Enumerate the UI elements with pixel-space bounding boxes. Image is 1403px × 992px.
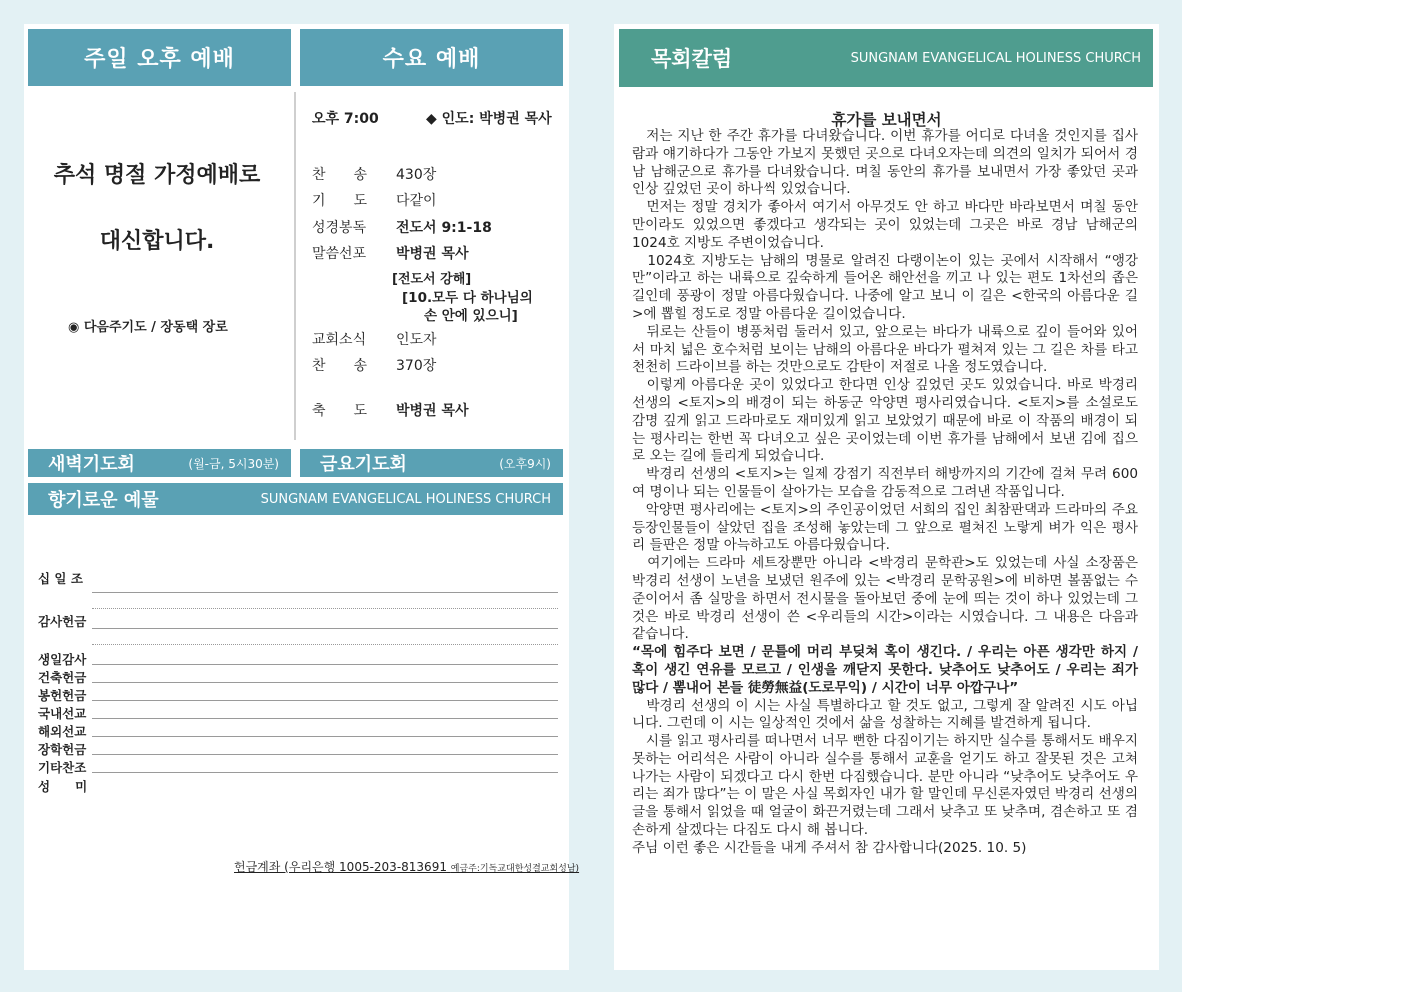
sunday-afternoon-header bbox=[28, 29, 291, 86]
bulletin-right-page bbox=[614, 24, 1159, 970]
sermon-title-line2: 손 안에 있으니] bbox=[424, 308, 518, 324]
offering-label: 기타찬조 bbox=[38, 760, 87, 775]
offering-label: 장학헌금 bbox=[38, 742, 87, 757]
order-row bbox=[312, 329, 437, 349]
order-value: 430장 bbox=[396, 167, 437, 183]
sermon-title-line1: [10.모두 다 하나님의 bbox=[402, 290, 533, 306]
pastor-column-header bbox=[619, 29, 1153, 87]
offering-line bbox=[92, 772, 558, 773]
order-row bbox=[312, 164, 436, 184]
column-title: 휴가를 보내면서 bbox=[831, 111, 942, 129]
offering-label: 건축헌금 bbox=[38, 670, 87, 685]
order-row bbox=[312, 217, 492, 237]
friday-prayer-time: (오후9시) bbox=[499, 456, 551, 471]
sunday-message-line1: 추석 명절 가정예배로 bbox=[53, 163, 261, 188]
offering-line bbox=[92, 682, 558, 683]
church-name-en: SUNGNAM EVANGELICAL HOLINESS CHURCH bbox=[850, 50, 1141, 66]
order-value: 전도서 9:1-18 bbox=[396, 220, 492, 236]
offering-label: 감사헌금 bbox=[38, 614, 87, 629]
dawn-prayer-time: (월-금, 5시30분) bbox=[188, 456, 279, 471]
account-number: 헌금계좌 (우리은행 1005-203-813691 bbox=[234, 860, 447, 874]
wednesday-header bbox=[300, 29, 563, 86]
order-row bbox=[312, 400, 469, 420]
column-paragraph: 박경리 선생의 <토지>는 일제 강점기 직전부터 해방까지의 기간에 걸쳐 무려 600여 명이나 되는 인물들이 살아가는 모습을 감동적으로 그려낸 작품입니다. bbox=[632, 466, 1138, 500]
order-value: 인도자 bbox=[396, 332, 437, 348]
dawn-prayer-title: 새벽기도회 bbox=[48, 454, 135, 475]
dawn-prayer-bar bbox=[28, 449, 291, 477]
offering-line bbox=[92, 754, 558, 755]
offering-line bbox=[92, 736, 558, 737]
order-label: 찬 송 bbox=[312, 167, 368, 183]
offering-header-bar bbox=[28, 483, 563, 515]
order-value: 370장 bbox=[396, 358, 437, 374]
offering-account bbox=[234, 858, 579, 875]
offering-line bbox=[92, 700, 558, 701]
bulletin-left-page bbox=[24, 24, 580, 970]
offering-label: 봉헌헌금 bbox=[38, 688, 87, 703]
offering-header-title: 향기로운 예물 bbox=[48, 490, 159, 511]
column-closing: 주님 이런 좋은 시간들을 내게 주셔서 참 감사합니다(2025. 10. 5) bbox=[632, 839, 1027, 856]
wednesday-leader bbox=[426, 108, 552, 128]
order-label: 성경봉독 bbox=[312, 220, 367, 236]
offering-line bbox=[92, 664, 558, 665]
column-paragraph: 악양면 평사리에는 <토지>의 주인공이었던 서희의 집인 최참판댁과 드라마의 주요 등장인물들이 살았던 집을 조성해 놓았는데 그 앞으로 펼쳐진 노랗게 벼가 익은 평사리 들판은 정말 아늑하고도 아름다웠습니다. bbox=[632, 501, 1138, 554]
church-name-en: SUNGNAM EVANGELICAL HOLINESS CHURCH bbox=[260, 491, 551, 507]
pastor-column-title: 목회칼럼 bbox=[651, 47, 733, 71]
order-row bbox=[312, 243, 469, 263]
column-paragraph: 이렇게 아름다운 곳이 있었다고 한다면 인상 깊었던 곳도 있었습니다. 바로 박경리 선생의 <토지>의 배경이 되는 하동군 악양면 평사리였습니다. <토지>를 소설로도 감명 깊게 읽고 드라마로도 재미있게 읽고 보았었기 때문에 바로 이 작품의 배경이 되는 평사리는 한번 꼭 다녀오고 싶은 곳이었는데 이번 휴가를 남해에서 보낸 김에 집으로 오는 길에 들리게 되었습니다. bbox=[632, 377, 1138, 465]
wednesday-title: 수요 예배 bbox=[382, 47, 481, 72]
offering-label: 성 미 bbox=[38, 779, 88, 794]
order-label: 말씀선포 bbox=[312, 246, 367, 262]
offering-label: 십 일 조 bbox=[38, 571, 83, 586]
column-paragraph: 1024호 지방도는 남해의 명물로 알려진 다랭이논이 있는 곳에서 시작해서 “앵강만”이라고 하는 내륙으로 깊숙하게 들어온 해안선을 끼고 나 있는 편도 1차선의 좁은 길인데 풍광이 정말 아름다웠습니다. 나중에 알고 보니 이 길은 <한국의 아름다운 길>에 뽑힐 정도로 정말 아름다운 길이었습니다. bbox=[632, 252, 1138, 322]
order-label: 찬 송 bbox=[312, 358, 368, 374]
offering-line bbox=[92, 644, 558, 645]
offering-line bbox=[92, 608, 558, 609]
order-label: 기 도 bbox=[312, 193, 368, 209]
offering-line bbox=[92, 628, 558, 629]
order-label: 축 도 bbox=[312, 403, 368, 419]
friday-prayer-title: 금요기도회 bbox=[320, 454, 407, 475]
column-poem: “목에 힘주다 보면 / 문틀에 머리 부딪쳐 혹이 생긴다. / 우리는 아픈 생각만 하지 / 혹이 생긴 연유를 모르고 / 인생을 깨닫지 못한다. 낮추어도 낮추어도 / 우리는 죄가 많다 / 뽐내어 본들 徒勞無益(도로무익) / 시간이 너무 아깝구나” bbox=[632, 644, 1138, 696]
order-value: 박병권 목사 bbox=[396, 403, 469, 419]
column-paragraph: 저는 지난 한 주간 휴가를 다녀왔습니다. 이번 휴가를 어디로 다녀올 것인지를 집사람과 얘기하다가 그동안 가보지 못했던 곳으로 다녀오자는데 의견의 일치가 되어서 경남 남해군으로 휴가를 다녀왔습니다. 며칠 동안의 휴가를 보내면서 가장 좋았던 곳과 인상 깊었던 곳이 하나씩 있었습니다. bbox=[632, 128, 1138, 198]
column-paragraph: 여기에는 드라마 세트장뿐만 아니라 <박경리 문학관>도 있었는데 사실 소장품은 박경리 선생이 노년을 보냈던 원주에 있는 <박경리 문학공원>에 비하면 볼품없는 수준이어서 좀 실망을 하면서 전시물을 돌아보던 중에 눈에 띄는 것이 하나 있었는데 그것은 바로 박경리 선생이 쓴 <우리들의 시간>이라는 시였습니다. 그 내용은 다음과 같습니다. bbox=[632, 555, 1138, 643]
friday-prayer-bar bbox=[300, 449, 563, 477]
offering-label: 생일감사 bbox=[38, 652, 87, 667]
column-paragraph: 시를 읽고 평사리를 떠나면서 너무 뻔한 다짐이기는 하지만 실수를 통해서도 배우지 못하는 어리석은 사람이 아니라 실수를 통해서 교훈을 얻기도 하고 잘못된 것은 고쳐 나가는 사람이 되겠다고 다시 한번 다짐했습니다. 분만 아니라 “낮추어도 낮추어도 우리는 죄가 많다”는 이 말은 사실 목회자인 내가 할 말인데 무신론자였던 박경리 선생의 글을 통해서 읽었을 때 얼굴이 화끈거렸는데 그래서 낮추고 또 낮추며, 겸손하고 또 겸손하게 살겠다는 다짐도 다시 해 봅니다. bbox=[632, 733, 1138, 839]
sermon-series: [전도서 강해] bbox=[392, 272, 472, 287]
account-holder: 예금주:기독교대한성결교회성남) bbox=[450, 864, 580, 874]
offering-line bbox=[92, 718, 558, 719]
offering-line bbox=[92, 592, 558, 593]
order-value: 다같이 bbox=[396, 193, 437, 209]
order-row bbox=[312, 355, 436, 375]
wednesday-time bbox=[312, 108, 379, 128]
sunday-message-line2: 대신합니다. bbox=[99, 229, 215, 254]
column-body bbox=[632, 128, 1138, 858]
column-divider bbox=[294, 92, 296, 440]
wednesday-leader-value: ◆ 인도: 박병권 목사 bbox=[426, 111, 552, 127]
order-value: 박병권 목사 bbox=[396, 246, 469, 262]
order-row bbox=[312, 190, 437, 210]
offering-label: 해외선교 bbox=[38, 724, 87, 739]
wednesday-time-value: 오후 7:00 bbox=[312, 111, 379, 127]
column-paragraph: 뒤로는 산들이 병풍처럼 둘러서 있고, 앞으로는 바다가 내륙으로 깊이 들어와 있어서 마치 넓은 호수처럼 보이는 남해의 아름다운 바다가 펼쳐져 있는 그 길은 차를 타고 천천히 드라이브를 하는 것만으로도 감탄이 저절로 나올 정도였습니다. bbox=[632, 323, 1138, 376]
column-paragraph: 박경리 선생의 이 시는 사실 특별하다고 할 것도 없고, 그렇게 잘 알려진 시도 아닙니다. 그런데 이 시는 일상적인 것에서 삶을 성찰하는 지혜를 발견하게 됩니다. bbox=[632, 697, 1138, 732]
order-label: 교회소식 bbox=[312, 332, 367, 348]
column-paragraph: 먼저는 정말 경치가 좋아서 여기서 아무것도 안 하고 바다만 바라보면서 며칠 동안만이라도 있었으면 좋겠다고 생각되는 곳이 있었는데 그곳은 바로 경남 남해군의 1024호 지방도 주변이었습니다. bbox=[632, 199, 1138, 251]
offering-label: 국내선교 bbox=[38, 706, 87, 721]
sunday-afternoon-title: 주일 오후 예배 bbox=[84, 47, 235, 72]
next-prayer-note: ◉ 다음주기도 / 장동택 장로 bbox=[68, 320, 228, 335]
